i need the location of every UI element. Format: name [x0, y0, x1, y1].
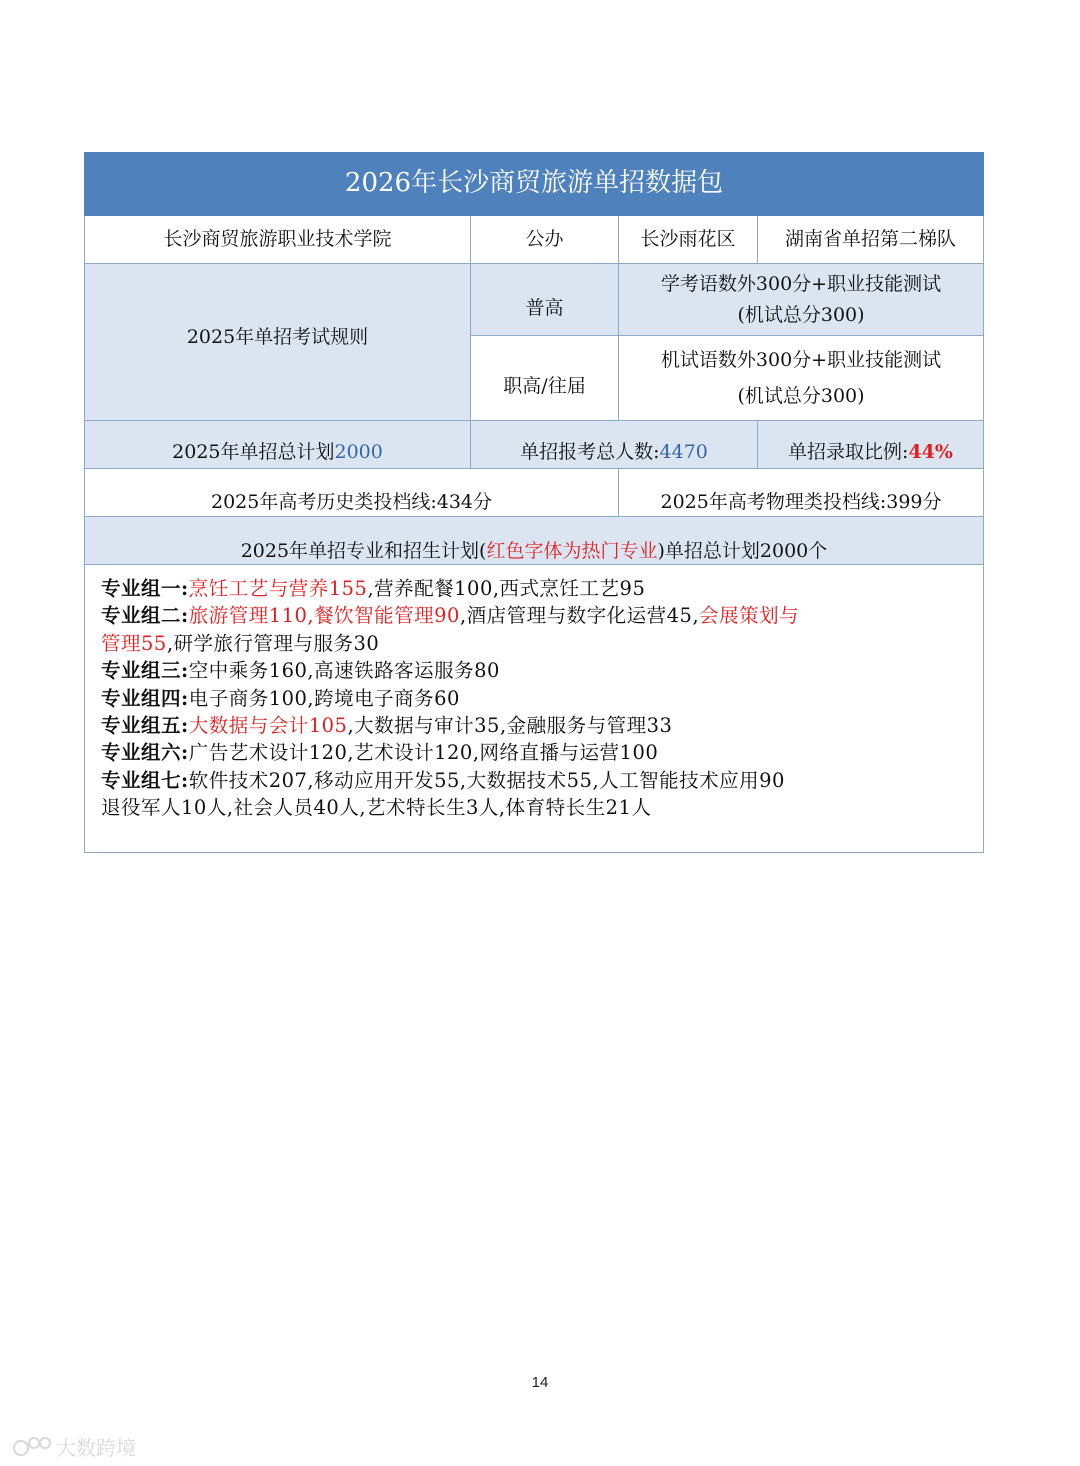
rules-general-line1: 学考语数外300分+职业技能测试: [660, 273, 942, 296]
watermark: [12, 1432, 136, 1461]
group-4-rest: 电子商务100,跨境电子商务60: [188, 686, 460, 710]
group-3-rest: 空中乘务160,高速铁路客运服务80: [188, 659, 500, 683]
watermark-logo-icon: [12, 1434, 52, 1460]
school-district: 长沙雨花区: [619, 216, 758, 264]
school-name: 长沙商贸旅游职业技术学院: [84, 216, 471, 264]
applicants-label: 单招报考总人数:: [520, 441, 660, 464]
rules-vocational-line2: (机试总分300): [737, 385, 865, 407]
group-3-label: 专业组三:: [101, 659, 189, 683]
school-tier: 湖南省单招第二梯队: [758, 216, 984, 264]
group-6-rest: 广告艺术设计120,艺术设计120,网络直播与运营100: [188, 741, 659, 765]
plan-total: [84, 421, 471, 469]
page-number: 14: [531, 1374, 549, 1391]
applicants-total: [471, 421, 758, 469]
applicants-value: 4470: [659, 441, 708, 464]
data-sheet: [84, 152, 984, 853]
group-1-label: 专业组一:: [101, 577, 189, 600]
plan-total-value: 2000: [334, 441, 383, 464]
plan-header: [84, 517, 984, 565]
plan-header-hot-note: 红色字体为热门专业: [486, 540, 658, 563]
sheet-title: 2026年长沙商贸旅游单招数据包: [84, 152, 984, 216]
admission-ratio: [758, 421, 984, 469]
group-4-label: 专业组四:: [101, 686, 189, 710]
group-7: [101, 767, 967, 794]
physics-cutoff: 2025年高考物理类投档线:399分: [619, 469, 984, 517]
group-2-cont-rest: ,研学旅行管理与服务30: [166, 631, 380, 655]
history-cutoff: 2025年高考历史类投档线:434分: [84, 469, 619, 517]
rules-label: 2025年单招考试规则: [84, 264, 471, 421]
group-6-label: 专业组六:: [101, 741, 189, 765]
group-1-hot: 烹饪工艺与营养155: [188, 577, 368, 600]
plan-header-prefix: 2025年单招专业和招生计划(: [240, 540, 487, 563]
other-quotas: 退役军人10人,社会人员40人,艺术特长生3人,体育特长生21人: [101, 796, 652, 820]
group-1-rest: ,营养配餐100,西式烹饪工艺95: [367, 577, 646, 600]
rules-general-line2: (机试总分300): [737, 303, 865, 326]
group-2-hot2: 会展策划与: [699, 604, 800, 628]
group-5: [101, 712, 967, 739]
group-7-label: 专业组七:: [101, 768, 189, 792]
rules-vocational-detail: [619, 336, 984, 421]
group-2-mid: ,酒店管理与数字化运营45,: [459, 604, 700, 628]
group-1: [101, 575, 967, 602]
ratio-value: 44%: [908, 441, 953, 464]
rules-vocational-label: 职高/往届: [471, 336, 619, 421]
group-5-hot: 大数据与会计105: [188, 714, 348, 738]
group-2-cont-hot: 管理55: [101, 631, 167, 655]
group-5-rest: ,大数据与审计35,金融服务与管理33: [347, 714, 673, 738]
group-2-hot: 旅游管理110,餐饮智能管理90: [188, 604, 460, 628]
major-groups-panel: [84, 565, 984, 853]
group-3: [101, 657, 967, 684]
rules-general-label: 普高: [471, 264, 619, 336]
rules-general-detail: [619, 264, 984, 336]
group-7-rest: 软件技术207,移动应用开发55,大数据技术55,人工智能技术应用90: [188, 768, 785, 792]
plan-header-suffix: )单招总计划2000个: [657, 540, 828, 563]
group-6: [101, 739, 967, 766]
rules-vocational-line1: 机试语数外300分+职业技能测试: [660, 348, 942, 371]
group-5-label: 专业组五:: [101, 714, 189, 738]
school-type: 公办: [471, 216, 619, 264]
plan-total-label: 2025年单招总计划: [172, 441, 335, 464]
group-4: [101, 685, 967, 712]
watermark-text: 大数跨境: [56, 1436, 136, 1460]
group-2: [101, 602, 967, 629]
group-2-label: 专业组二:: [101, 604, 189, 628]
ratio-label: 单招录取比例:: [788, 441, 909, 464]
group-2-continued: [101, 630, 967, 657]
